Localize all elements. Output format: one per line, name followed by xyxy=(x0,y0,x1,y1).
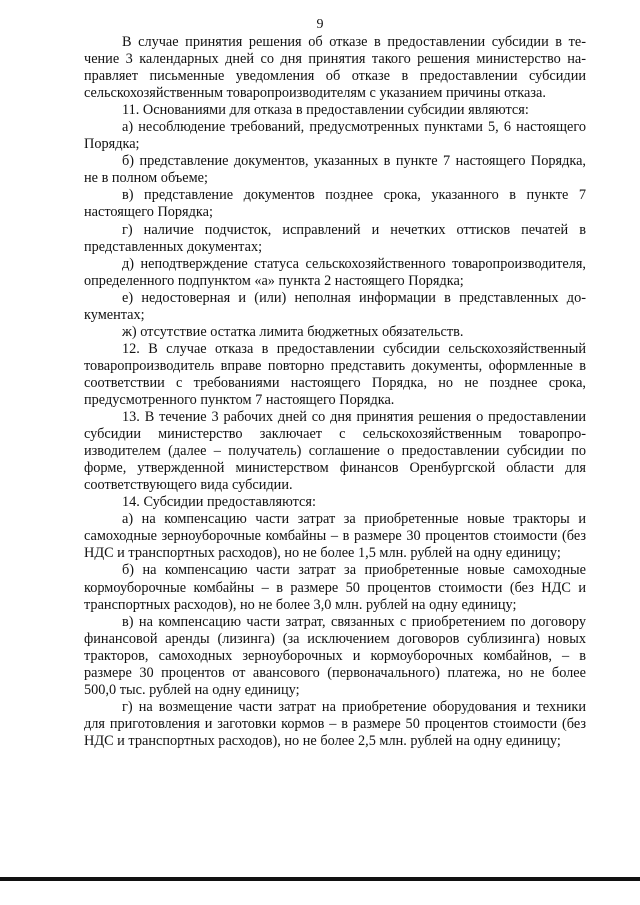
paragraph-13: 13. В течение 3 рабочих дней со дня принятия решения о предоставлении субсидии министерство заключает с сельскохозяйственным товаропроизводителем (далее – получатель) соглашение о предоставлении субсидии по форме, утвержденной министерством финансов Оренбургской области для соответствующего вида субсидии. xyxy=(84,409,586,494)
list-item-11d: д) неподтверждение статуса сельскохозяйственного товаропроизводителя, определенного подпунктом «а» пункта 2 настоящего Порядка; xyxy=(84,255,586,289)
list-item-14v: в) на компенсацию части затрат, связанных с приобретением по договору финансовой аренды (лизинга) (за исключением договоров сублизинга) новых тракторов, самоходных зерноуборочных и кормоуборочных комбайнов, – в размере 30 процентов от авансового (первоначального) платежа, но не более 500,0 тыс. рублей на одну единицу; xyxy=(84,613,586,698)
list-item-11zh: ж) отсутствие остатка лимита бюджетных обязательств. xyxy=(122,323,464,340)
list-item-11e: е) недостоверная и (или) неполная информации в представленных документах; xyxy=(84,289,586,323)
paragraph-11-grounds: 11. Основаниями для отказа в предоставлении субсидии являются: xyxy=(122,102,529,119)
paragraph-12: 12. В случае отказа в предоставлении субсидии сельскохозяйственный товаропроизводитель вправе повторно представить документы, оформленные в соответствии с требованиями настоящего Порядка, но не позднее срока, предусмотренного пунктом 7 настоящего Порядка. xyxy=(84,340,586,408)
paragraph-14: 14. Субсидии предоставляются: xyxy=(122,494,316,511)
list-item-11a: а) несоблюдение требований, предусмотренных пунктами 5, 6 настоящего Порядка; xyxy=(84,119,586,153)
document-body xyxy=(84,34,586,750)
list-item-14b: б) на компенсацию части затрат за приобретенные новые самоходные кормоуборочные комбайны – в размере 50 процентов стоимости (без НДС и транспортных расходов), но не более 3,0 млн. рублей на одну единицу; xyxy=(84,562,586,613)
list-item-11g: г) наличие подчисток, исправлений и нечетких оттисков печатей в представленных документах; xyxy=(84,221,586,255)
paragraph-refusal-notice: В случае принятия решения об отказе в предоставлении субсидии в течение 3 календарных дней со дня принятия такого решения министерство направляет письменные уведомления об отказе в предоставлении субсидии сельскохозяйственным товаропроизводителям с указанием причины отказа. xyxy=(84,34,586,102)
list-item-11b: б) представление документов, указанных в пункте 7 настоящего Порядка, не в полном объеме; xyxy=(84,153,586,187)
list-item-14a: а) на компенсацию части затрат за приобретенные новые тракторы и самоходные зерноуборочные комбайны – в размере 30 процентов стоимости (без НДС и транспортных расходов), но не более 1,5 млн. рублей на одну единицу; xyxy=(84,511,586,562)
list-item-14g: г) на возмещение части затрат на приобретение оборудования и техники для приготовления и заготовки кормов – в размере 50 процентов стоимости (без НДС и транспортных расходов), но не более 2,5 млн. рублей на одну единицу; xyxy=(84,698,586,749)
list-item-11v: в) представление документов позднее срока, указанного в пункте 7 настоящего Порядка; xyxy=(84,187,586,221)
scan-edge-bar xyxy=(0,877,640,881)
page-number: 9 xyxy=(316,17,324,32)
